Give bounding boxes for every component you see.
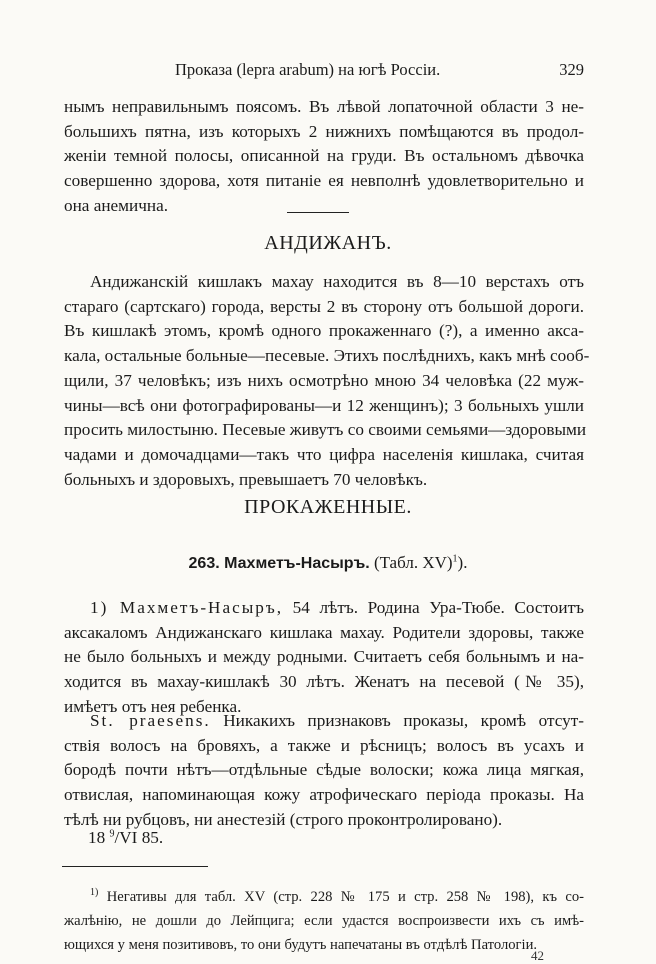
footnote-divider: [62, 866, 208, 867]
text-line: чадами и домочадцами—такъ что цифра населенія кишлака, считая: [64, 444, 584, 464]
running-title: Проказа (lepra arabum) на югѣ Россіи.: [175, 60, 441, 79]
case-number-name: 263. Махметъ-Насыръ.: [188, 555, 370, 572]
case-history-paragraph: [64, 596, 584, 720]
heading-close: ).: [457, 553, 468, 572]
footnote-line: жалѣнію, не дошли до Лейпцига; если удастся воспроизвести ихъ съ имѣ-: [64, 912, 584, 929]
text-line: отвислая, напоминающая кожу атрофическаго періода проказы. На: [64, 785, 584, 805]
running-header: [0, 60, 656, 82]
footnote-line: $^{1)}$ Негативы для табл. XV (стр. 228 № 175 и стр. 258 № 198), къ со-: [90, 887, 585, 905]
text-line: не было больныхъ и между родными. Считаетъ себя больнымъ и на-: [64, 647, 584, 667]
footnote-marker: 1): [90, 887, 99, 898]
text-line: нымъ неправильнымъ поясомъ. Въ лѣвой лопаточной области 3 не-: [64, 97, 584, 116]
text-line: St. praesens. Никакихъ признаковъ проказы, кромѣ отсут-: [90, 711, 584, 730]
section-title-andijan: АНДИЖАНЪ.: [264, 232, 392, 254]
text-line: большихъ пятна, изъ которыхъ 2 нижнихъ помѣщаются въ продол-: [64, 121, 584, 141]
status-praesens-lead: St. praesens.: [90, 711, 211, 730]
text-line: имѣетъ отъ нея ребенка.: [64, 696, 242, 716]
case-heading: [0, 553, 656, 573]
text-line: просить милостыню. Песевые живутъ со своими семьями—здоровыми: [64, 420, 587, 440]
continuation-paragraph: [64, 95, 584, 219]
text-line: щили, 37 человѣкъ; изъ нихъ осмотрѣно мною 34 человѣка (22 муж-: [64, 370, 584, 390]
text-line: бородѣ почти нѣтъ—отдѣльные сѣдые волоски; кожа лица мягкая,: [64, 760, 584, 780]
patient-name-lead: 1) Махметъ-Насыръ,: [90, 598, 284, 617]
andijan-paragraph: [64, 270, 590, 492]
text-line: кала, остальные больные—песевые. Этихъ послѣднихъ, какъ мнѣ сооб-: [64, 346, 590, 366]
text-line: совершенно здорова, хотя питаніе ея невполнѣ удовлетворительно и: [64, 171, 584, 191]
text-line: Андижанскій кишлакъ махау находится въ 8—10 верстахъ отъ: [90, 272, 584, 291]
page-number: 329: [559, 60, 584, 79]
text-line: женіи темной полосы, описанной на груди. Въ остальномъ дѣвочка: [64, 146, 584, 166]
signature-mark: 42: [531, 948, 544, 963]
status-praesens-paragraph: [64, 709, 584, 833]
text-line: аксакаломъ Андижанскаго кишлака махау. Родители здоровы, также: [64, 622, 584, 642]
text-line: ходится въ махау-кишлакѣ 30 лѣтъ. Женатъ на песевой (№ 35),: [64, 672, 584, 692]
text-line: ствія волосъ на бровяхъ, а также и рѣсницъ; волосъ въ усахъ и: [64, 735, 584, 755]
text-line: больныхъ и здоровыхъ, превышаетъ 70 человѣкъ.: [64, 469, 428, 489]
section-title-lepers: ПРОКАЖЕННЫЕ.: [244, 496, 412, 518]
text-line: стараго (сартскаго) города, версты 2 въ сторону отъ большой дороги.: [64, 296, 584, 316]
table-reference: (Табл. XV): [373, 553, 453, 572]
section-divider: [287, 212, 349, 213]
footnote: [64, 881, 584, 957]
footnote-line: ющихся у меня позитивовъ, то они будутъ напечатаны въ отдѣлѣ Патологіи.: [64, 936, 538, 953]
examination-date: 18 $^9$/VI 85.: [88, 828, 164, 847]
text-line: тѣлѣ ни рубцовъ, ни анестезій (строго проконтролировано).: [64, 809, 503, 829]
footnote-mark: 1: [452, 553, 458, 565]
text-line: Въ кишлакѣ этомъ, кромѣ одного прокаженнаго (?), а именно акса-: [64, 321, 584, 341]
text-line: чины—всѣ они фотографированы—и 12 женщинъ); 3 больныхъ ушли: [64, 395, 584, 415]
text-line: она анемична.: [64, 195, 169, 215]
text-line: 1) Махметъ-Насыръ, 54 лѣтъ. Родина Ура-Тюбе. Состоитъ: [90, 598, 584, 617]
